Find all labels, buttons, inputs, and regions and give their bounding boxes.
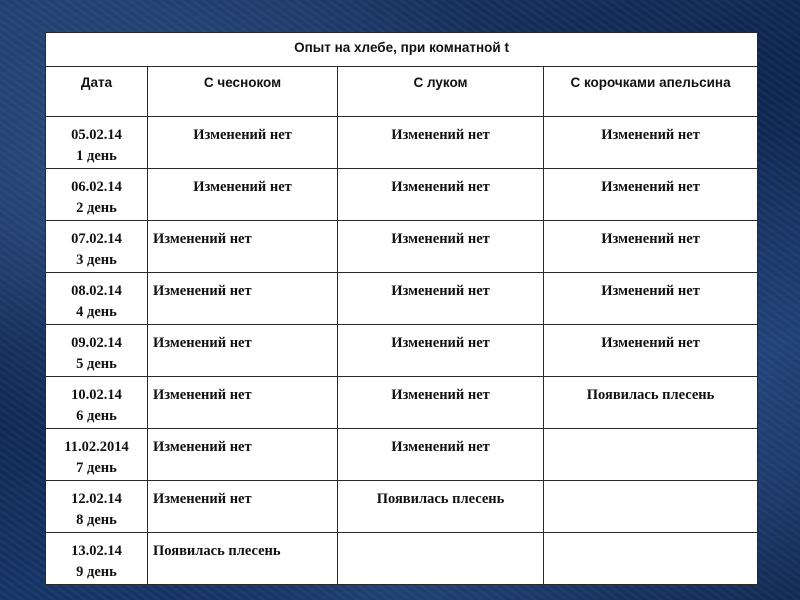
- date-value: 11.02.2014: [64, 439, 129, 455]
- date-cell: [46, 533, 148, 585]
- onion-cell: Изменений нет: [338, 221, 544, 273]
- orange-cell: [544, 533, 758, 585]
- date-cell: [46, 117, 148, 169]
- table-row: [46, 273, 758, 325]
- orange-cell: Изменений нет: [544, 273, 758, 325]
- orange-cell: Появилась плесень: [544, 377, 758, 429]
- date-cell: [46, 481, 148, 533]
- table-row: [46, 169, 758, 221]
- day-value: 4 день: [76, 304, 117, 320]
- date-cell: [46, 273, 148, 325]
- table-row: [46, 377, 758, 429]
- date-value: 10.02.14: [71, 387, 122, 403]
- table-row: [46, 481, 758, 533]
- day-value: 5 день: [76, 356, 117, 372]
- table-row: [46, 533, 758, 585]
- day-value: 7 день: [76, 460, 117, 476]
- column-header-row: [46, 67, 758, 117]
- onion-cell: Появилась плесень: [338, 481, 544, 533]
- onion-cell: Изменений нет: [338, 377, 544, 429]
- day-value: 1 день: [76, 148, 117, 164]
- date-cell: [46, 325, 148, 377]
- garlic-cell: Изменений нет: [148, 221, 338, 273]
- orange-cell: Изменений нет: [544, 221, 758, 273]
- date-value: 13.02.14: [71, 543, 122, 559]
- date-value: 06.02.14: [71, 179, 122, 195]
- day-value: 9 день: [76, 564, 117, 580]
- date-cell: [46, 429, 148, 481]
- column-header-date: Дата: [46, 67, 148, 117]
- table-row: [46, 325, 758, 377]
- onion-cell: Изменений нет: [338, 117, 544, 169]
- onion-cell: Изменений нет: [338, 169, 544, 221]
- orange-cell: Изменений нет: [544, 169, 758, 221]
- date-value: 08.02.14: [71, 283, 122, 299]
- date-value: 09.02.14: [71, 335, 122, 351]
- garlic-cell: Изменений нет: [148, 429, 338, 481]
- date-cell: [46, 221, 148, 273]
- onion-cell: Изменений нет: [338, 325, 544, 377]
- column-header-garlic: С чесноком: [148, 67, 338, 117]
- date-value: 05.02.14: [71, 127, 122, 143]
- garlic-cell: Изменений нет: [148, 169, 338, 221]
- day-value: 2 день: [76, 200, 117, 216]
- onion-cell: [338, 533, 544, 585]
- garlic-cell: Изменений нет: [148, 377, 338, 429]
- date-cell: [46, 377, 148, 429]
- day-value: 8 день: [76, 512, 117, 528]
- garlic-cell: Появилась плесень: [148, 533, 338, 585]
- garlic-cell: Изменений нет: [148, 273, 338, 325]
- date-cell: [46, 169, 148, 221]
- table-row: [46, 221, 758, 273]
- column-header-orange: С корочками апельсина: [544, 67, 758, 117]
- table-row: [46, 117, 758, 169]
- garlic-cell: Изменений нет: [148, 117, 338, 169]
- column-header-onion: С луком: [338, 67, 544, 117]
- day-value: 3 день: [76, 252, 117, 268]
- table-row: [46, 429, 758, 481]
- orange-cell: [544, 481, 758, 533]
- table-title: Опыт на хлебе, при комнатной t: [46, 33, 758, 67]
- garlic-cell: Изменений нет: [148, 481, 338, 533]
- table-title-row: [46, 33, 758, 67]
- orange-cell: Изменений нет: [544, 117, 758, 169]
- onion-cell: Изменений нет: [338, 429, 544, 481]
- garlic-cell: Изменений нет: [148, 325, 338, 377]
- orange-cell: Изменений нет: [544, 325, 758, 377]
- onion-cell: Изменений нет: [338, 273, 544, 325]
- day-value: 6 день: [76, 408, 117, 424]
- experiment-table: [45, 32, 758, 585]
- orange-cell: [544, 429, 758, 481]
- date-value: 07.02.14: [71, 231, 122, 247]
- date-value: 12.02.14: [71, 491, 122, 507]
